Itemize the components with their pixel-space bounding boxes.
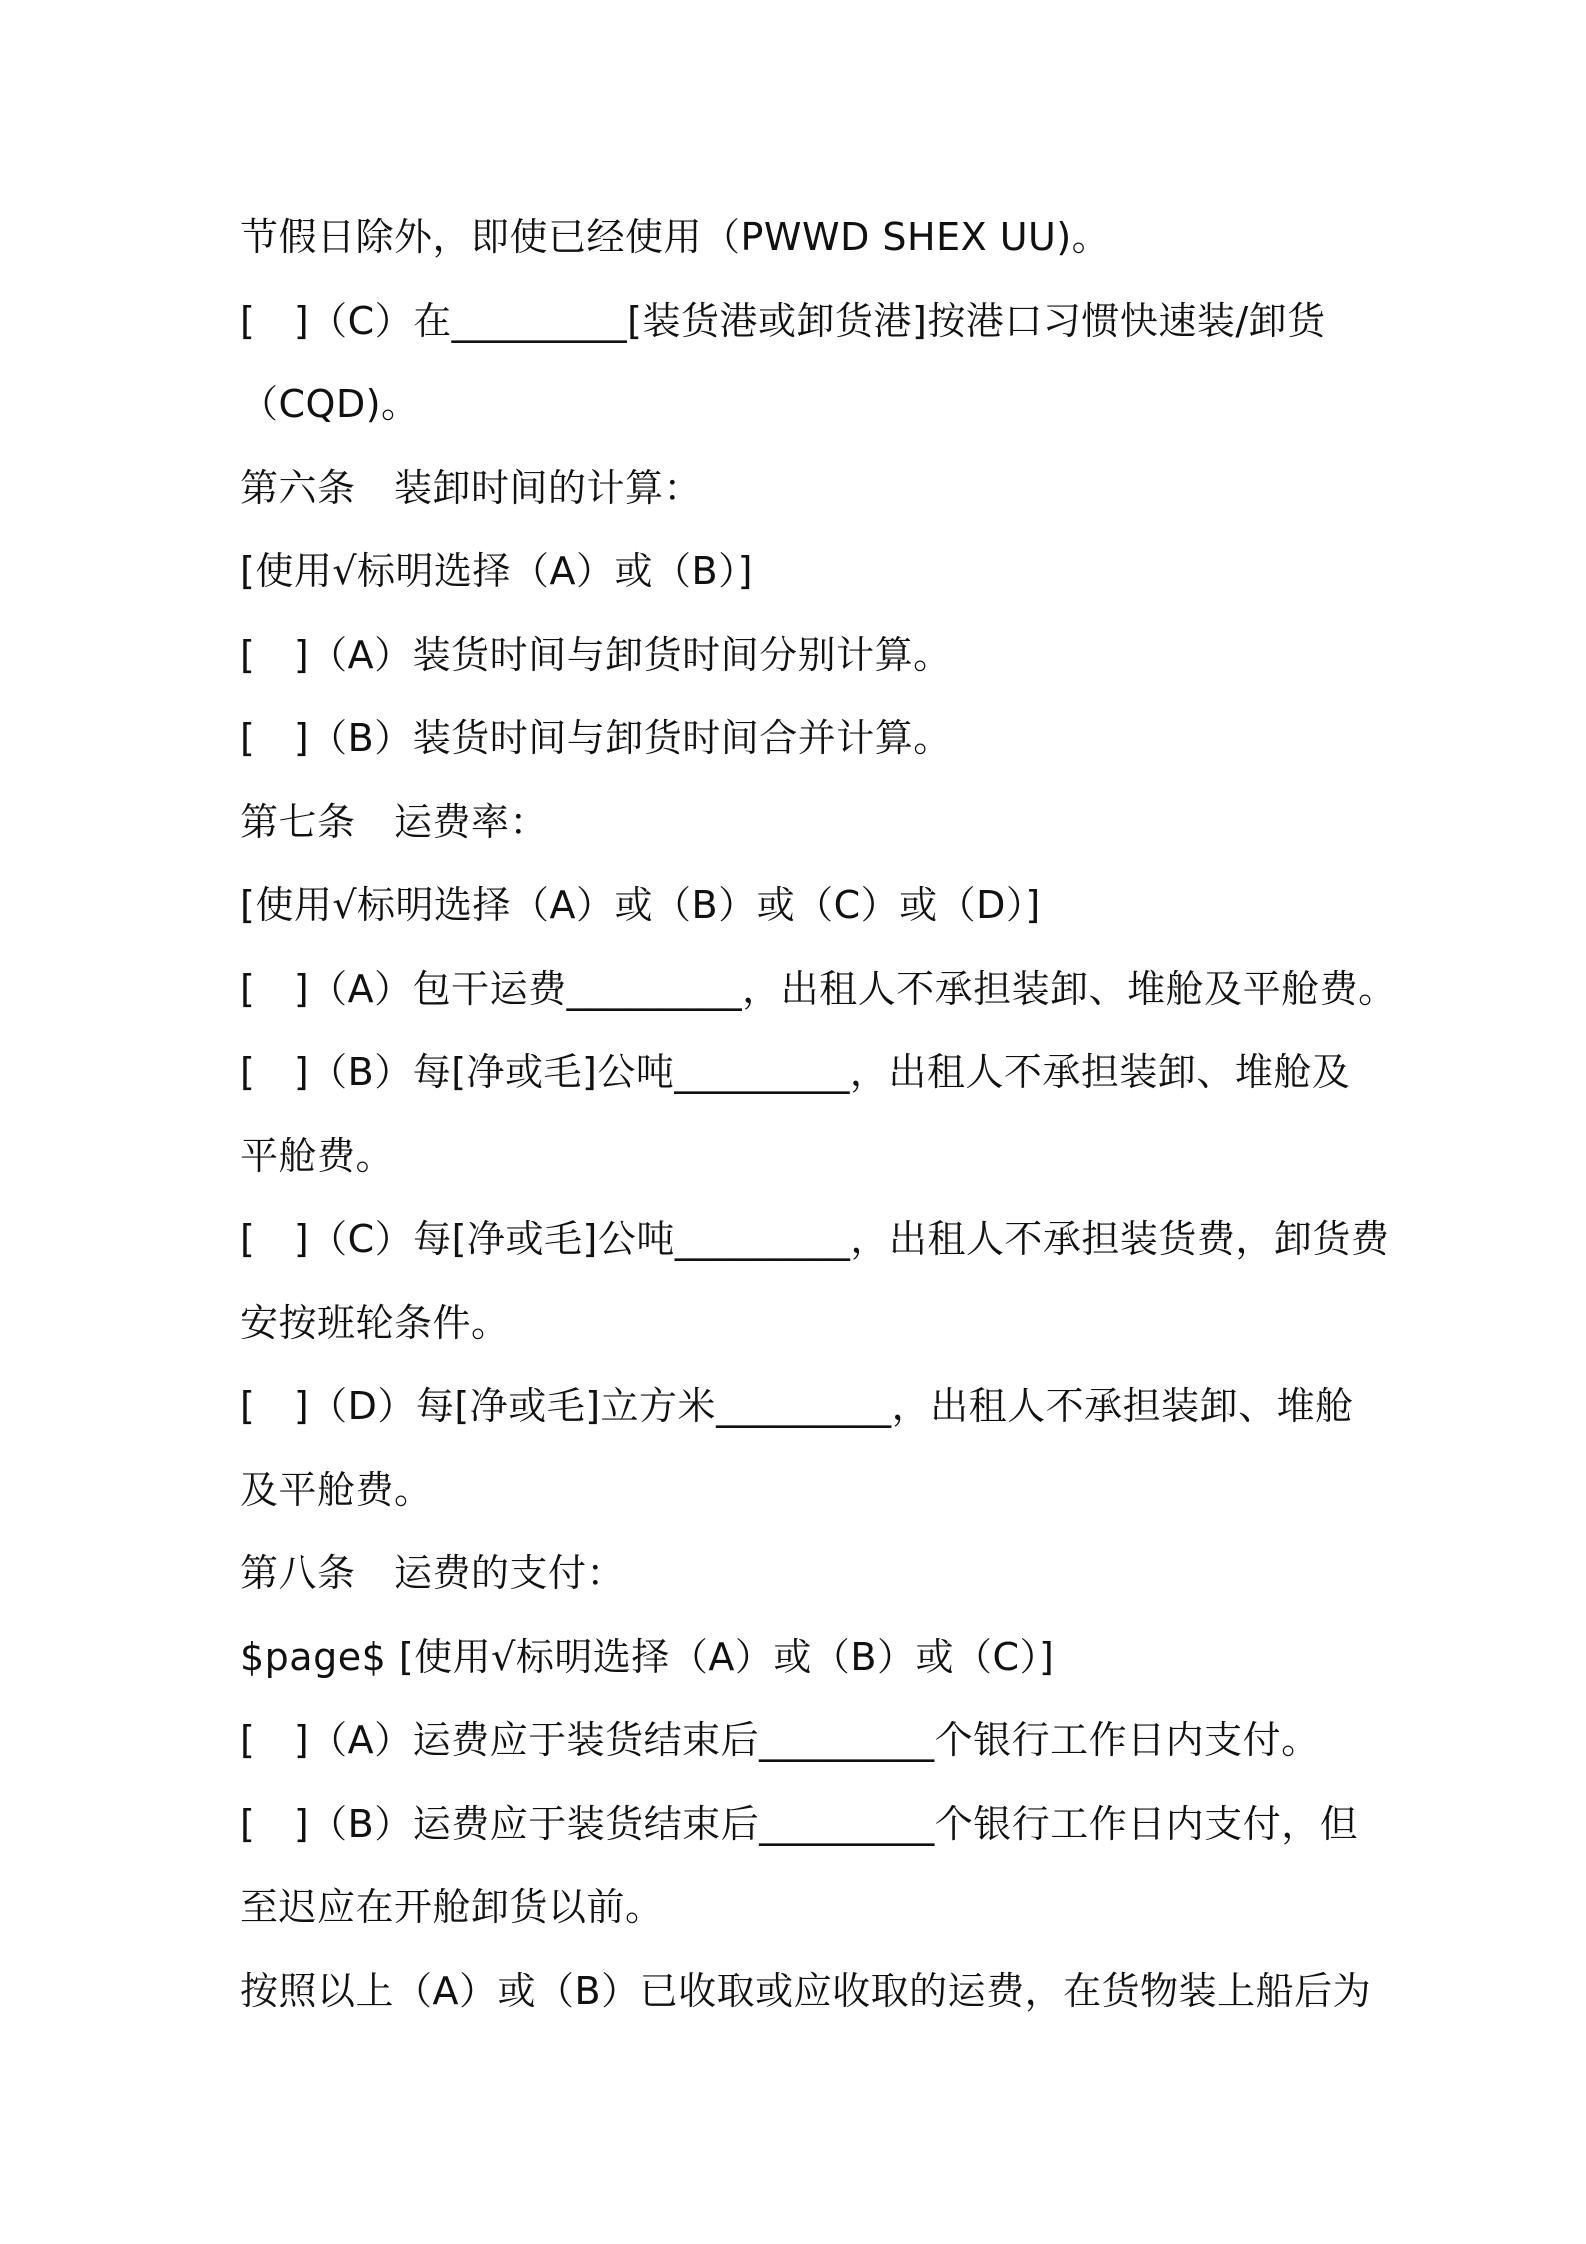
option-line: [ ]（B）装货时间与卸货时间合并计算。 (240, 716, 952, 760)
text-line: （CQD)。 (240, 382, 420, 426)
option-line: [ ]（A）包干运费_________，出租人不承担装卸、堆舱及平舱费。 (240, 966, 1397, 1011)
text-line: 至迟应在开舱卸货以前。 (240, 1885, 664, 1929)
option-line: [ ]（C）每[净或毛]公吨_________，出租人不承担装货费，卸货费 (240, 1217, 1390, 1261)
option-line: [ ]（B）每[净或毛]公吨_________，出租人不承担装卸、堆舱及 (240, 1050, 1351, 1094)
text-line: [使用√标明选择（A）或（B）或（C）或（D）] (240, 883, 1041, 927)
article-heading: 第八条 运费的支付： (240, 1551, 626, 1595)
text-line: 平舱费。 (240, 1133, 395, 1178)
text-line: 安按班轮条件。 (240, 1300, 510, 1345)
text-line: 按照以上（A）或（B）已收取或应收取的运费，在货物装上船后为 (240, 1968, 1372, 2013)
text-line: 及平舱费。 (240, 1467, 433, 1512)
text-line: [使用√标明选择（A）或（B）] (240, 549, 753, 593)
option-line: [ ]（A）装货时间与卸货时间分别计算。 (240, 632, 952, 677)
article-heading: 第六条 装卸时间的计算： (240, 465, 703, 510)
option-line: [ ]（A）运费应于装货结束后_________个银行工作日内支付。 (240, 1718, 1320, 1762)
option-line: [ ]（D）每[净或毛]立方米_________，出租人不承担装卸、堆舱 (240, 1384, 1354, 1428)
article-heading: 第七条 运费率： (240, 799, 549, 844)
document-body (240, 196, 1397, 2033)
text-line: 节假日除外，即使已经使用（PWWD SHEX UU)。 (240, 215, 1111, 259)
option-line: [ ]（B）运费应于装货结束后_________个银行工作日内支付，但 (240, 1801, 1359, 1846)
text-line: [ ]（C）在_________[装货港或卸货港]按港口习惯快速装/卸货 (240, 298, 1326, 343)
text-line: $page$ [使用√标明选择（A）或（B）或（C）] (240, 1634, 1055, 1679)
